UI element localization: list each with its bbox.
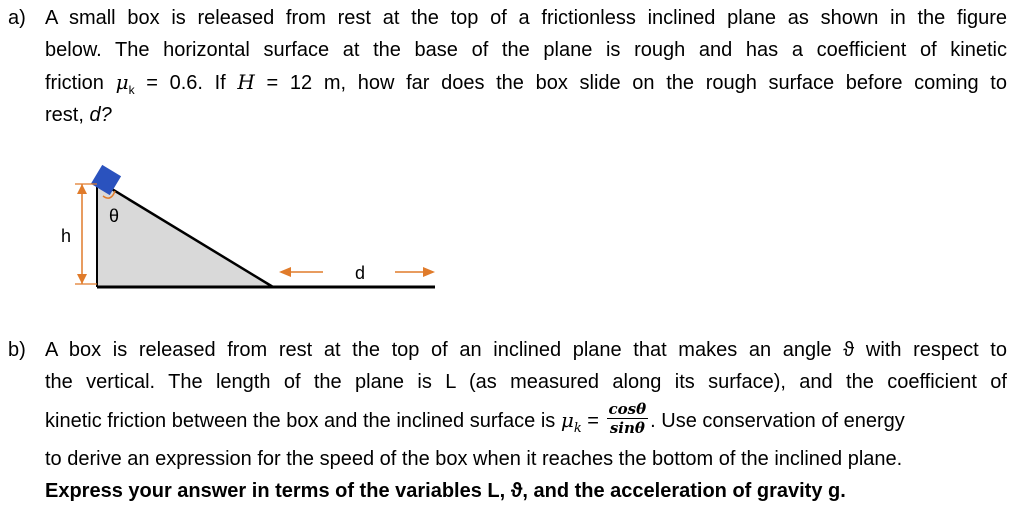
mu-k-symbol: μ xyxy=(560,408,574,432)
question-b-line-4: to derive an expression for the speed of the box when it reaches the bottom of the inclined plane. xyxy=(45,448,903,470)
d-label: d xyxy=(355,263,366,283)
mu-symbol: μ xyxy=(115,70,129,94)
mu-subscript: k xyxy=(128,83,135,97)
conservation-text: . Use conservation of energy xyxy=(650,410,905,432)
theta-label: θ xyxy=(109,206,120,226)
fraction-denominator: sinθ xyxy=(609,419,645,438)
h-arrow-up-icon xyxy=(77,184,87,194)
h-arrow-down-icon xyxy=(77,274,87,284)
question-b-text xyxy=(45,334,1007,507)
distance-variable: d? xyxy=(89,104,112,126)
question-a-line-2: below. The horizontal surface at the base of the plane is rough and has a coefficient of kinetic xyxy=(45,39,1007,61)
question-b-line-1: A box is released from rest at the top of an inclined plane that makes an angle ϑ with respect to xyxy=(45,339,1007,361)
question-b-line-2: the vertical. The length of the plane is L (as measured along its surface), and the coefficient of xyxy=(45,371,1007,393)
rest-prefix: rest, xyxy=(45,104,90,126)
mu-value: = 0.6. If xyxy=(134,72,238,94)
friction-prefix: friction xyxy=(45,72,116,94)
question-a-label: a) xyxy=(8,7,26,29)
height-variable: H xyxy=(237,70,255,94)
question-a-line-3 xyxy=(45,66,1007,99)
fraction-numerator: cosθ xyxy=(608,400,647,419)
question-b-line-5: Express your answer in terms of the variables L, ϑ, and the acceleration of gravity g. xyxy=(45,480,846,502)
question-a-line-1: A small box is released from rest at the top of a frictionless inclined plane as shown in the figure xyxy=(45,7,1007,29)
h-label: h xyxy=(61,226,72,246)
question-b-label: b) xyxy=(8,339,26,361)
question-a-line-4 xyxy=(45,99,1007,131)
mu-k-subscript: k xyxy=(573,421,582,436)
d-arrow-left-icon xyxy=(279,267,291,277)
incline-figure xyxy=(55,160,455,300)
question-a-line-3-tail: = 12 m, how far does the box slide on the rough surface before coming to xyxy=(254,72,1007,94)
cos-over-sin-fraction xyxy=(607,400,649,437)
question-a-text xyxy=(45,2,1007,131)
d-arrow-right-icon xyxy=(423,267,435,277)
friction-text: kinetic friction between the box and the inclined surface is xyxy=(45,410,561,432)
question-b-line-3 xyxy=(45,398,1007,443)
equals-sign: = xyxy=(581,410,605,432)
